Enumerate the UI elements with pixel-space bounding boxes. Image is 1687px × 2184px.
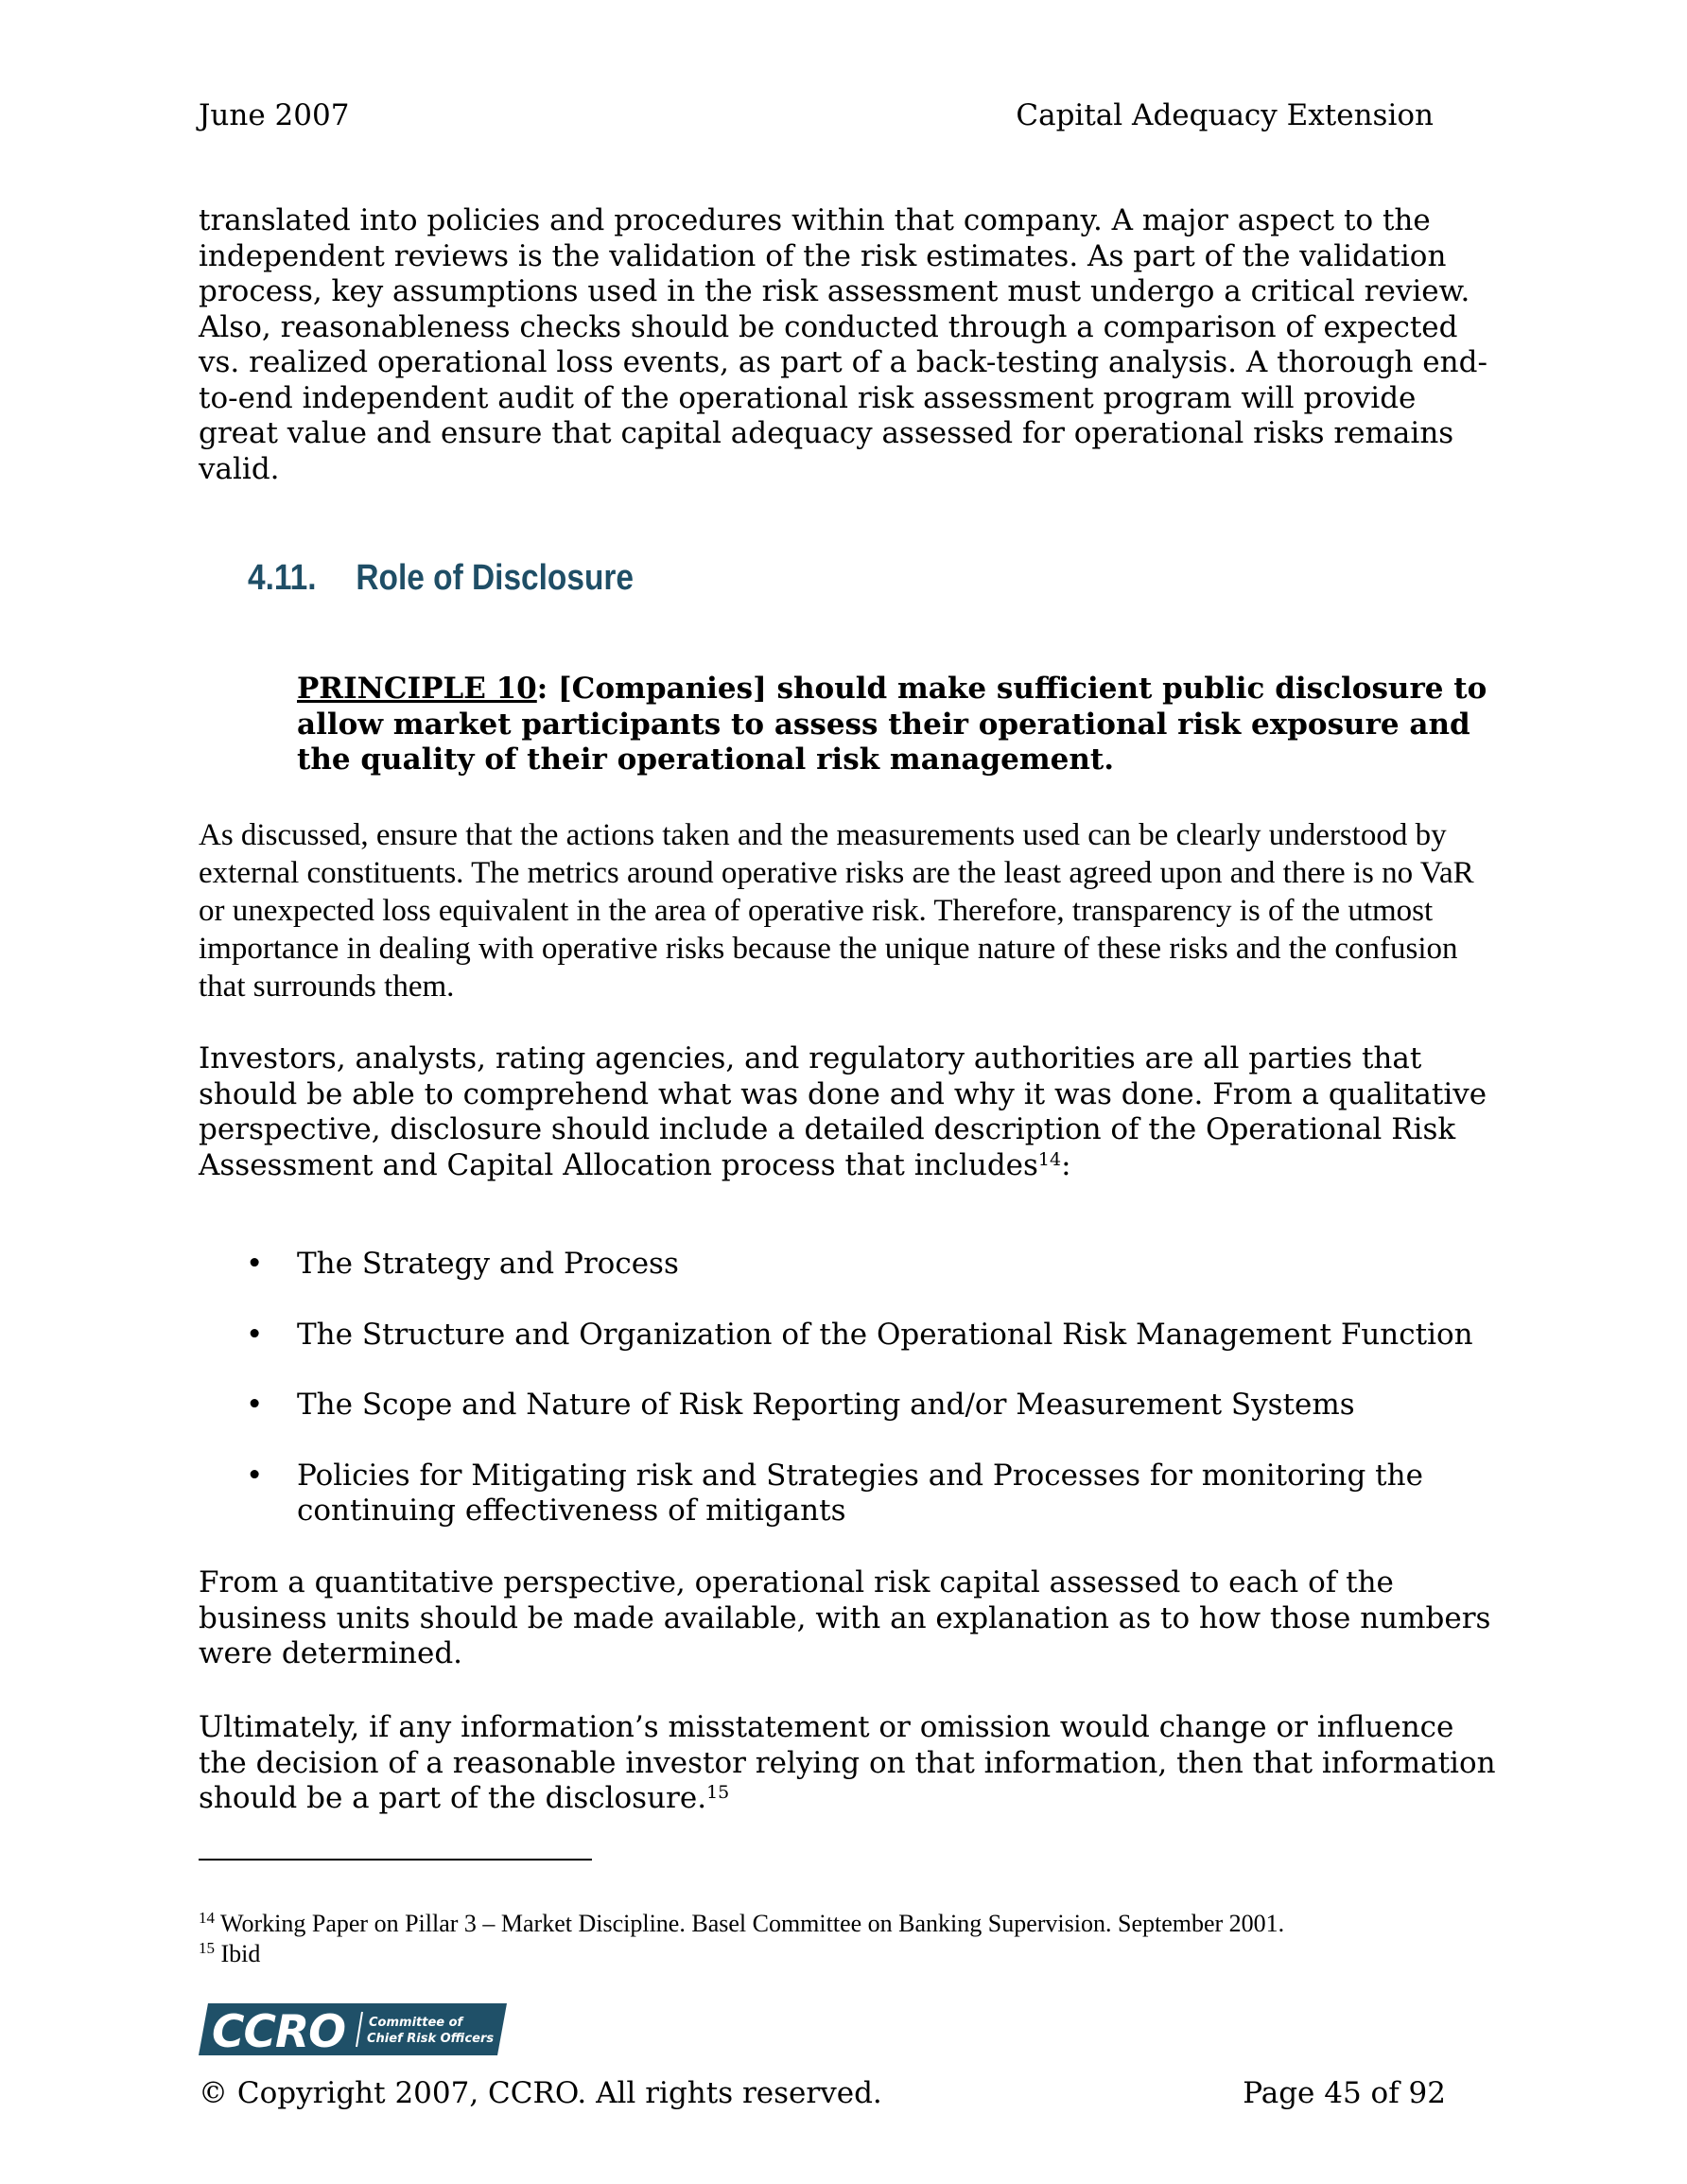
list-item [199,1459,1504,1529]
logo-line2: Chief Risk Officers [367,2032,495,2046]
bullet-icon: • [246,1317,264,1352]
list-item [199,1318,1504,1354]
section-heading [248,558,634,599]
disclosure-list [199,1247,1504,1564]
footnote-item [199,1909,1522,1939]
ccro-logo [199,2003,507,2055]
principle-label: PRINCIPLE 10 [297,672,537,706]
bullet-icon: • [246,1388,264,1422]
footnote-number: 15 [199,1939,215,1957]
paragraph-ultimately [199,1710,1504,1817]
intro-paragraph: translated into policies and procedures within that company. A major aspect to the independent reviews is the validation of the risk estimates. As part of the validation process, key assumptions used in the risk assessment must undergo a critical review. Also, reasonableness checks should be conducted through a comparison of expected vs. realized operational loss events, as part of a back-testing analysis. A thorough end-to-end independent audit of the operational risk assessment program will provide great value and ensure that capital adequacy assessed for operational risks remains valid. [199,203,1487,486]
list-item [199,1388,1504,1424]
paragraph-discussion: As discussed, ensure that the actions taken and the measurements used can be clearly understood by external constituents. The metrics around operative risks are the least agreed upon and there is no VaR or unexpected loss equivalent in the area of operative risk. Therefore, transparency is of the utmost importance in dealing with operative risks because the unique nature of these risks and the confusion that surrounds them. [199,818,1474,1004]
list-item-text: Policies for Mitigating risk and Strategies and Processes for monitoring the continuing effectiveness of mitigants [297,1458,1423,1528]
paragraph-quantitative: From a quantitative perspective, operational risk capital assessed to each of the business units should be made available, with an explanation as to how those numbers were determined. [199,1565,1491,1670]
header-title: Capital Adequacy Extension [1016,98,1434,132]
footnote-divider [199,1859,592,1861]
footnote-ref-15[interactable]: 15 [706,1782,730,1803]
paragraph-investors [199,1041,1504,1183]
footnote-number: 14 [199,1909,215,1927]
footer-copyright: © Copyright 2007, CCRO. All rights reserved. [199,2076,882,2110]
principle-statement [297,672,1498,778]
bullet-icon: • [246,1247,264,1281]
paragraph-investors-suffix: : [1061,1147,1071,1182]
section-number: 4.11. [248,558,317,598]
footnote-ref-14[interactable]: 14 [1037,1148,1062,1170]
principle-text: : [Companies] should make sufficient public disclosure to allow market participants to assess their operational risk exposure and the quality of their operational risk management. [297,672,1487,777]
list-item [199,1247,1504,1283]
footer-page-number: Page 45 of 92 [1243,2076,1446,2110]
list-item-text: The Scope and Nature of Risk Reporting and/or Measurement Systems [297,1388,1355,1422]
logo-mark: CCRO [212,2006,346,2055]
paragraph-ultimately-text: Ultimately, if any information’s misstatement or omission would change or influence the decision of a reasonable investor relying on that information, then that information should be a part of the disclosure. [199,1710,1496,1815]
footnote-item [199,1939,1522,1969]
footnote-text: Ibid [220,1940,261,1967]
list-item-text: The Structure and Organization of the Operational Risk Management Function [297,1317,1473,1352]
footnotes [199,1909,1522,1969]
paragraph-investors-text: Investors, analysts, rating agencies, and regulatory authorities are all parties that should be able to comprehend what was done and why it was done. From a qualitative perspective, disclosure should include a detailed description of the Operational Risk Assessment and Capital Allocation process that includes [199,1041,1487,1182]
list-item-text: The Strategy and Process [297,1247,679,1281]
header-date: June 2007 [199,98,350,132]
footnote-text: Working Paper on Pillar 3 – Market Discipline. Basel Committee on Banking Supervision. September 2001. [220,1910,1285,1937]
logo-line1: Committee of [369,2016,463,2030]
section-title: Role of Disclosure [356,558,635,598]
bullet-icon: • [246,1458,264,1493]
